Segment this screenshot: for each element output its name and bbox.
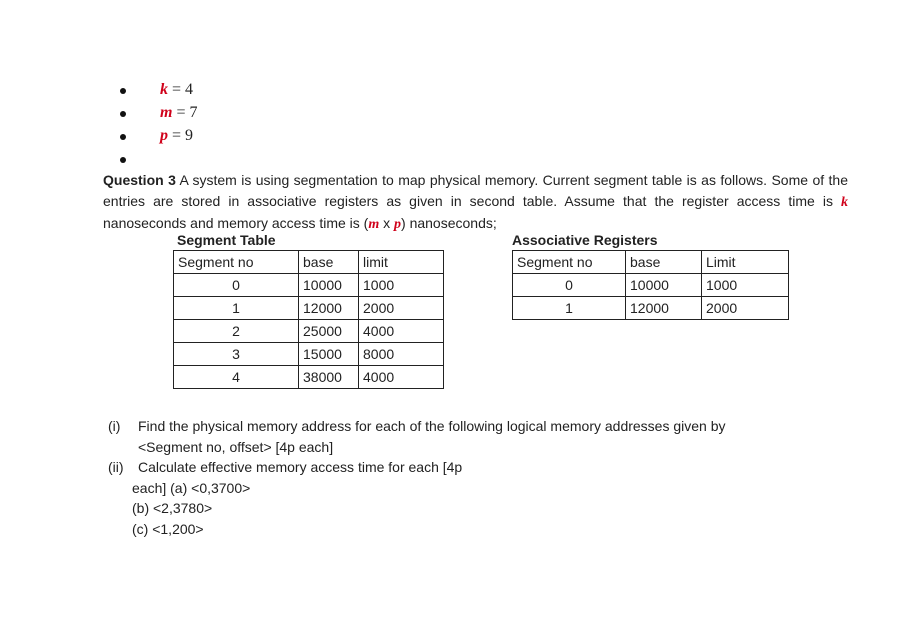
variable-k: k xyxy=(160,81,168,98)
part-i-continuation: <Segment no, offset> [4p each] xyxy=(138,438,334,455)
part-ii xyxy=(108,457,726,478)
segment-table-title: Segment Table xyxy=(177,232,276,248)
part-ii-c: (c) <1,200> xyxy=(132,520,204,537)
table-header-row xyxy=(513,251,789,274)
variable-p-inline: p xyxy=(394,217,402,232)
part-ii-label: (ii) xyxy=(108,459,124,475)
part-ii-b: (b) <2,3780> xyxy=(132,500,213,516)
table-row: 1 12000 2000 xyxy=(174,297,444,320)
header-limit: limit xyxy=(359,251,444,274)
table-row: 2 25000 4000 xyxy=(174,320,444,343)
variable-m: m xyxy=(160,104,173,121)
question-label: Question 3 xyxy=(103,172,176,188)
table-row: 1 12000 2000 xyxy=(513,297,789,320)
header-segment-no: Segment no xyxy=(513,251,626,274)
value-m: = 7 xyxy=(172,104,198,121)
header-segment-no: Segment no xyxy=(174,251,299,274)
header-base: base xyxy=(626,251,702,274)
associative-registers-table xyxy=(512,250,789,320)
associative-registers-title: Associative Registers xyxy=(512,232,658,248)
segment-table xyxy=(173,250,444,389)
part-i xyxy=(108,416,726,437)
bullet-dot-icon xyxy=(120,134,126,140)
table-row: 0 10000 1000 xyxy=(513,274,789,297)
part-i-label: (i) xyxy=(108,418,121,434)
part-ii-a: each] (a) <0,3700> xyxy=(132,479,251,496)
bullet-dot-icon xyxy=(120,157,126,163)
bullet-dot-icon xyxy=(120,88,126,94)
bullet-dot-icon xyxy=(120,111,126,117)
part-ii-text: Calculate effective memory access time for each [4p xyxy=(138,459,463,475)
table-header-row xyxy=(174,251,444,274)
value-k: = 4 xyxy=(168,81,194,98)
header-base: base xyxy=(299,251,359,274)
variable-p: p xyxy=(160,127,168,144)
variable-k-inline: k xyxy=(841,194,848,210)
table-row: 0 10000 1000 xyxy=(174,274,444,297)
table-row: 3 15000 8000 xyxy=(174,343,444,366)
question-parts xyxy=(108,416,726,539)
header-limit: Limit xyxy=(702,251,789,274)
table-row: 4 38000 4000 xyxy=(174,366,444,389)
variable-m-inline: m xyxy=(368,217,380,232)
part-i-text: Find the physical memory address for each of the following logical memory addresses given by xyxy=(138,418,726,434)
question-paragraph: Question 3 A system is using segmentation to map physical memory. Current segment table is as follows. Some of the entries are stored in associative registers as given in second table. Assume that the register access time is k nanoseconds and memory access time is (m x p) nanoseconds; xyxy=(103,172,848,232)
value-p: = 9 xyxy=(168,127,194,144)
